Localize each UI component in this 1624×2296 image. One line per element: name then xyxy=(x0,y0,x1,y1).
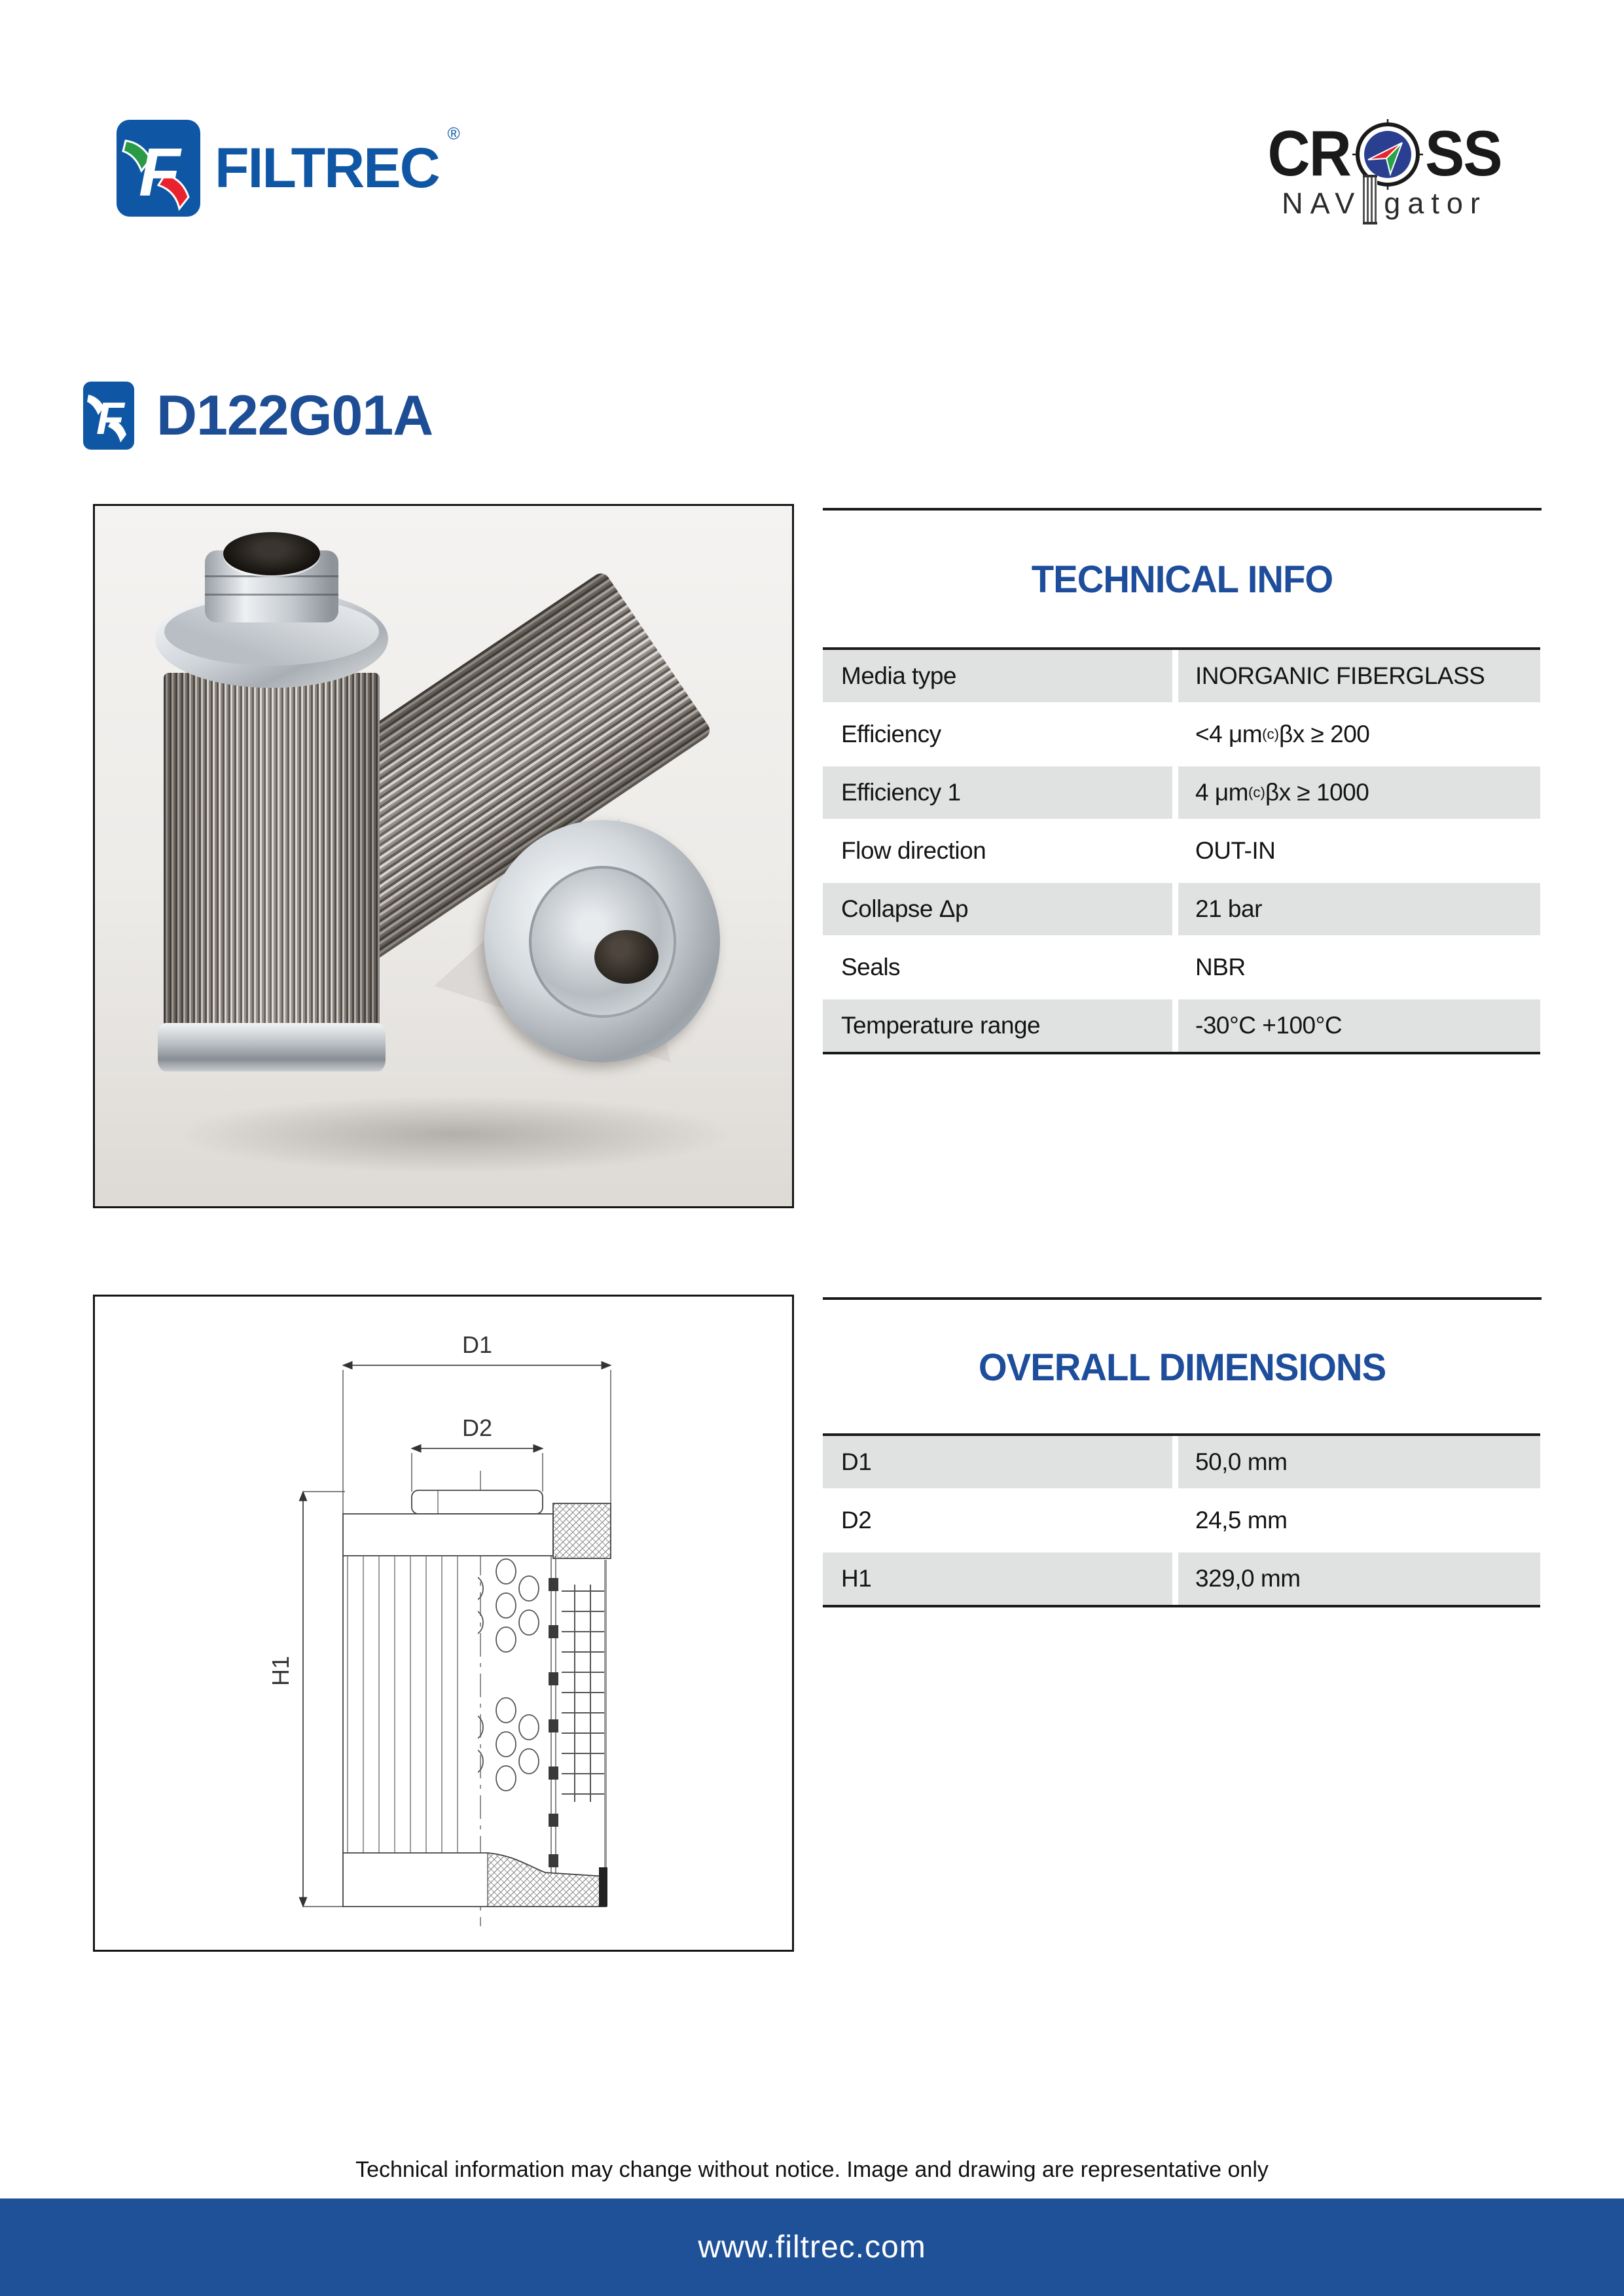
row-value: <4 μm (c) βx ≥ 200 xyxy=(1178,708,1540,761)
technical-drawing xyxy=(93,1295,794,1952)
product-photo xyxy=(93,504,794,1208)
cross-wordmark xyxy=(1247,115,1522,192)
row-label: D2 xyxy=(823,1494,1172,1547)
table-row xyxy=(823,941,1540,994)
row-value: 4 μm (c) βx ≥ 1000 xyxy=(1178,766,1540,819)
drawing-label-d1: D1 xyxy=(461,1331,493,1358)
filter-end-cap xyxy=(484,820,720,1062)
row-label: D1 xyxy=(823,1436,1172,1488)
gator-text: gator xyxy=(1384,187,1487,220)
row-value: INORGANIC FIBERGLASS xyxy=(1178,650,1540,702)
filtrec-logo xyxy=(117,120,459,217)
overall-dimensions-table xyxy=(823,1433,1540,1607)
row-value: NBR xyxy=(1178,941,1540,994)
nav-text: NAV xyxy=(1282,187,1362,220)
row-label: H1 xyxy=(823,1552,1172,1605)
svg-text:F: F xyxy=(96,393,124,444)
table-row xyxy=(823,708,1540,761)
website-link[interactable]: www.filtrec.com xyxy=(698,2230,926,2265)
cross-text-left: CR xyxy=(1267,117,1350,189)
table-row xyxy=(823,1494,1540,1547)
row-label: Seals xyxy=(823,941,1172,994)
filter-element-vertical xyxy=(164,673,380,1036)
row-label: Collapse Δp xyxy=(823,883,1172,935)
product-photo-scene xyxy=(95,506,792,1206)
table-row xyxy=(823,766,1540,819)
table-row xyxy=(823,825,1540,877)
filter-bottom-ring xyxy=(158,1023,386,1071)
row-value: -30°C +100°C xyxy=(1178,999,1540,1052)
table-row xyxy=(823,999,1540,1052)
table-row xyxy=(823,883,1540,935)
technical-info-table xyxy=(823,647,1540,1054)
overall-dimensions-title: OVERALL DIMENSIONS xyxy=(978,1346,1386,1389)
page-title: D122G01A xyxy=(156,384,433,447)
product-bullet-icon xyxy=(83,382,134,450)
drawing-label-h1: H1 xyxy=(267,1655,294,1687)
footer-bar xyxy=(0,2198,1624,2296)
row-label: Flow direction xyxy=(823,825,1172,877)
table-row xyxy=(823,650,1540,702)
table-row xyxy=(823,1552,1540,1605)
row-value: OUT-IN xyxy=(1178,825,1540,877)
registered-trademark: ® xyxy=(447,124,459,143)
section-divider xyxy=(823,508,1542,511)
cross-text-right: SS xyxy=(1425,117,1502,189)
filtrec-logo-mark-icon xyxy=(117,120,200,217)
row-label: Media type xyxy=(823,650,1172,702)
row-label: Temperature range xyxy=(823,999,1172,1052)
row-value: 21 bar xyxy=(1178,883,1540,935)
row-label: Efficiency xyxy=(823,708,1172,761)
svg-text:F: F xyxy=(139,135,181,211)
footer-disclaimer: Technical information may change without notice. Image and drawing are representative only xyxy=(355,2157,1269,2182)
row-value: 24,5 mm xyxy=(1178,1494,1540,1547)
photo-shadow xyxy=(173,1095,736,1174)
row-value: 50,0 mm xyxy=(1178,1436,1540,1488)
technical-info-title: TECHNICAL INFO xyxy=(1031,558,1333,601)
filtrec-wordmark: FILTREC ® xyxy=(215,124,459,200)
cross-navigator-logo xyxy=(1247,115,1522,234)
drawing-label-d2: D2 xyxy=(461,1414,493,1441)
table-row xyxy=(823,1436,1540,1488)
row-label: Efficiency 1 xyxy=(823,766,1172,819)
filter-top-opening xyxy=(223,532,320,575)
row-value: 329,0 mm xyxy=(1178,1552,1540,1605)
column-icon xyxy=(1363,175,1377,224)
section-divider xyxy=(823,1297,1542,1300)
product-header xyxy=(83,382,433,450)
